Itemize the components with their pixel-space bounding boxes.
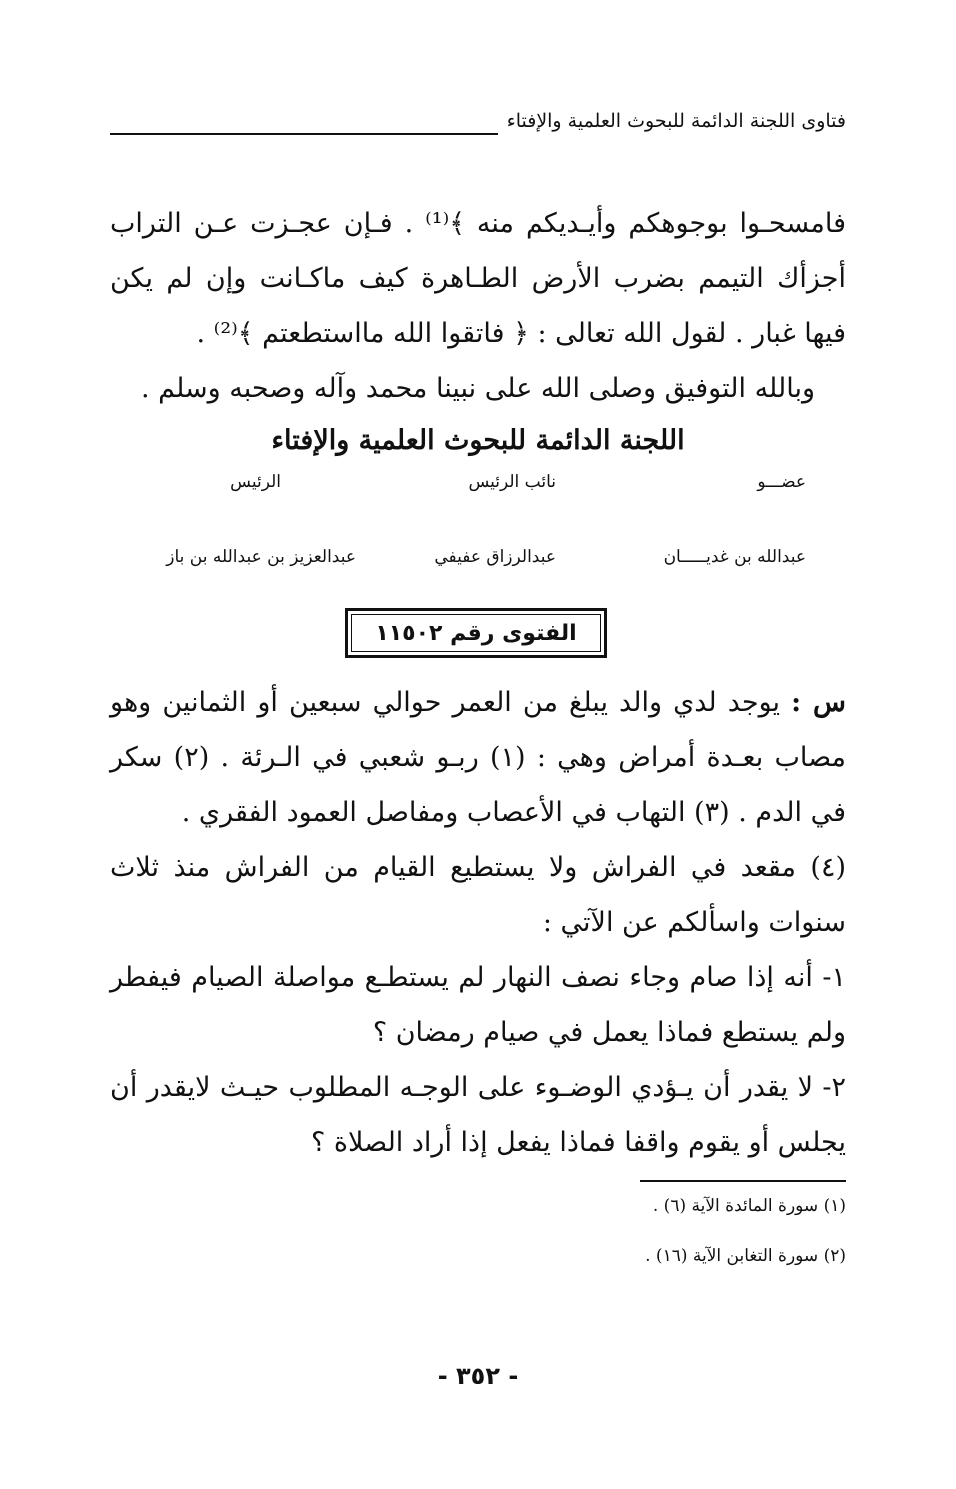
- page-number: - ٣٥٢ -: [437, 1362, 519, 1390]
- role-vice-president: نائب الرئيس: [468, 472, 556, 492]
- role-member: عضـــو: [757, 472, 806, 492]
- header-rule: [110, 133, 498, 135]
- footnote-2: (٢) سورة التغابن الآية (١٦) .: [645, 1246, 846, 1266]
- question-label: س :: [791, 687, 846, 718]
- signature-names: [110, 547, 846, 575]
- fatwa-heading-box: [345, 608, 607, 658]
- running-header: [110, 108, 846, 142]
- top-text-block: [110, 196, 846, 466]
- continuation-paragraph: فامسحـوا بوجوهكم وأيـديكم منه ﴾⁽¹⁾ . فـإن عجـزت عـن التراب أجزأك التيمم بضرب الأرض الطـاهرة كيف ماكـانت وإن لم يكن فيها غبار . لقول الله تعالى : ﴿ فاتقوا الله مااستطعتم ﴾⁽²⁾ .: [110, 208, 847, 349]
- question-intro-text: يوجد لدي والد يبلغ من العمر حوالي سبعين أو الثمانين وهو مصاب بعـدة أمراض وهي : (١) ربـو شعبي في الـرئة . (٢) سكر في الدم . (٣) التهاب في الأعصاب ومفاصل العمود الفقري .: [110, 687, 846, 828]
- role-president: الرئيس: [230, 472, 281, 492]
- question-intro: [110, 675, 846, 840]
- question-2: ٢- لا يقدر أن يـؤدي الوضـوء على الوجـه المطلوب حيـث لايقدر أن يجلس أو يقوم واقفا فماذا يفعل إذا أراد الصلاة ؟: [110, 1072, 846, 1158]
- footnote-rule: [640, 1180, 846, 1182]
- name-vice-president: عبدالرزاق عفيفي: [434, 547, 556, 567]
- running-title: فتاوى اللجنة الدائمة للبحوث العلمية والإفتاء: [506, 110, 846, 132]
- question-block: [110, 675, 846, 1170]
- question-item-4: (٤) مقعد في الفراش ولا يستطيع القيام من الفراش منذ ثلاث سنوات واسألكم عن الآتي :: [110, 852, 846, 938]
- question-1: ١- أنه إذا صام وجاء نصف النهار لم يستطـع مواصلة الصيام فيفطر ولم يستطع فماذا يعمل في صيام رمضان ؟: [110, 962, 846, 1048]
- signature-roles: [110, 472, 846, 500]
- closing-prayer: وبالله التوفيق وصلى الله على نبينا محمد وآله وصحبه وسلم .: [140, 373, 815, 404]
- name-president: عبدالعزيز بن عبدالله بن باز: [166, 547, 356, 567]
- footnotes: [446, 1196, 846, 1296]
- name-member: عبدالله بن غديـــــان: [663, 547, 806, 567]
- fatwa-heading: الفتوى رقم ١١٥٠٢: [375, 620, 577, 646]
- footnote-1: (١) سورة المائدة الآية (٦) .: [652, 1196, 846, 1216]
- committee-name: اللجنة الدائمة للبحوث العلمية والإفتاء: [271, 425, 685, 456]
